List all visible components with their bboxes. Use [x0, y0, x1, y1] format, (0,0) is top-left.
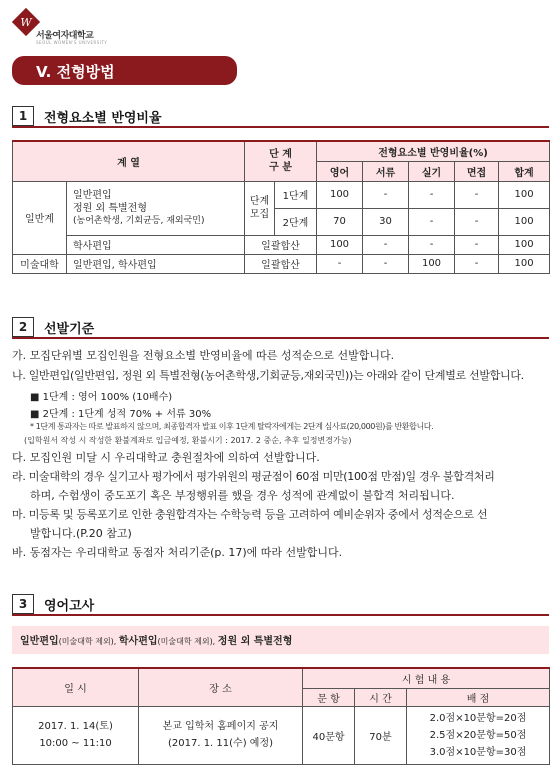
cell: - [409, 181, 455, 208]
section-underline [12, 614, 549, 616]
section-header-3 [12, 594, 549, 614]
exam-place: 본교 입학처 홈페이지 공지 (2017. 1. 11(수) 예정) [139, 706, 303, 764]
cell: - [363, 235, 409, 254]
exam-score: 2.0점×10문항=20점 2.5점×20문항=50점 3.0점×10문항=30점 [407, 706, 550, 764]
section-number: 3 [12, 594, 34, 614]
cell: 100 [317, 235, 363, 254]
criteria-bullet-1: ■ 1단계 : 영어 100% (10배수) [30, 392, 173, 403]
criteria-da: 다. 모집인원 미달 시 우리대학교 충원절차에 의하여 선발합니다. [12, 451, 320, 464]
cell: 30 [363, 208, 409, 235]
section-title: 선발기준 [44, 322, 95, 337]
criteria-note-1: * 1단계 통과자는 따로 발표하지 않으며, 최종합격자 발표 이후 1단계 탈락자에게는 2단계 심사료(20,000원)를 반환합니다. [30, 422, 434, 431]
target-general-note: (미술대학 제외), [58, 637, 119, 646]
english-exam-table [12, 667, 550, 765]
criteria-ma-1: 마. 미등록 및 등록포기로 인한 충원합격자는 수학능력 등을 고려하여 예비순위자 중에서 성적순으로 선 [12, 508, 488, 521]
label-bachelor-transfer: 학사편입 [67, 235, 245, 254]
cell: - [455, 235, 499, 254]
exam-date: 2017. 1. 14(토) 10:00 ~ 11:10 [13, 706, 139, 764]
criteria-note-2: (입학원서 작성 시 작성한 환불계좌로 입금예정, 환불시기 : 2017. 2 중순, 추후 일정변경가능) [24, 436, 352, 445]
col-english: 영어 [317, 161, 363, 181]
header-ratio: 전형요소별 반영비율(%) [317, 141, 550, 161]
cell: - [455, 208, 499, 235]
cell: 100 [499, 235, 550, 254]
criteria-bullet-2: ■ 2단계 : 1단계 성적 70% + 서류 30% [30, 409, 212, 420]
english-target-groups [12, 626, 549, 654]
section-title: 전형요소별 반영비율 [44, 111, 162, 126]
cell: 100 [409, 254, 455, 273]
cell: - [455, 254, 499, 273]
university-name-en: SEOUL WOMEN'S UNIVERSITY [36, 40, 108, 45]
cell: - [409, 208, 455, 235]
exam-items: 40문항 [303, 706, 355, 764]
stage-1: 1단계 [275, 181, 317, 208]
cell: - [409, 235, 455, 254]
target-bachelor: 학사편입 [118, 636, 158, 647]
criteria-ga: 가. 모집단위별 모집인원을 전형요소별 반영비율에 따른 성적순으로 선발합니다. [12, 349, 395, 362]
header-gyeyeol: 계 열 [13, 141, 245, 181]
ratio-table [12, 140, 550, 274]
section-number: 1 [12, 106, 34, 126]
criteria-na: 나. 일반편입(일반편입, 정원 외 특별전형(농어촌학생,기회균등,재외국민))는 아래와 같이 단계별로 선발합니다. [12, 369, 524, 382]
header-time: 시 간 [355, 688, 407, 706]
cell: 100 [499, 208, 550, 235]
svg-text:W: W [20, 16, 32, 29]
header-date: 일 시 [13, 668, 139, 706]
criteria-ra-1: 라. 미술대학의 경우 실기고사 평가에서 평가위원의 평균점이 60점 미만(100점 만점)일 경우 불합격처리 [12, 470, 495, 483]
criteria-ra-2: 하며, 수험생이 중도포기 혹은 부정행위를 했을 경우 성적에 관계없이 불합격 처리됩니다. [30, 489, 455, 502]
group-general: 일반계 [13, 181, 67, 254]
university-name: 서울여자대학교 [36, 31, 94, 41]
header-items: 문 항 [303, 688, 355, 706]
stage-2: 2단계 [275, 208, 317, 235]
cell: - [363, 254, 409, 273]
criteria-ma-2: 발합니다.(P.20 참고) [30, 527, 132, 540]
col-total: 합계 [499, 161, 550, 181]
section-header-1 [12, 106, 549, 126]
cell: 70 [317, 208, 363, 235]
section-header-2 [12, 317, 549, 337]
col-documents: 서류 [363, 161, 409, 181]
section-number: 2 [12, 317, 34, 337]
exam-time: 70분 [355, 706, 407, 764]
criteria-ba: 바. 동점자는 우리대학교 동점자 처리기준(p. 17)에 따라 선발합니다. [12, 546, 343, 559]
university-logo [12, 8, 162, 48]
header-content: 시 험 내 용 [303, 668, 550, 688]
cell: - [455, 181, 499, 208]
stage-lumpsum: 일괄합산 [245, 254, 317, 273]
chapter-banner [12, 56, 237, 85]
target-bachelor-note: (미술대학 제외), [157, 637, 218, 646]
col-practical: 실기 [409, 161, 455, 181]
cell: 100 [499, 254, 550, 273]
section-underline [12, 126, 549, 128]
label-general-transfer: 일반편입 정원 외 특별전형 (농어촌학생, 기회균등, 재외국민) [67, 181, 245, 235]
group-art: 미술대학 [13, 254, 67, 273]
cell: 100 [317, 181, 363, 208]
chapter-title: V. 전형방법 [36, 63, 115, 81]
col-interview: 면접 [455, 161, 499, 181]
target-special: 정원 외 특별전형 [217, 636, 293, 647]
cell: 100 [499, 181, 550, 208]
header-stage: 단 계 구 분 [245, 141, 317, 181]
section-title: 영어고사 [44, 599, 95, 614]
cell: - [317, 254, 363, 273]
cell: - [363, 181, 409, 208]
stage-type: 단계 모집 [245, 181, 275, 235]
section-underline [12, 337, 549, 339]
stage-lumpsum: 일괄합산 [245, 235, 317, 254]
header-score: 배 점 [407, 688, 550, 706]
target-general: 일반편입 [20, 636, 59, 647]
header-place: 장 소 [139, 668, 303, 706]
label-art-transfer: 일반편입, 학사편입 [67, 254, 245, 273]
